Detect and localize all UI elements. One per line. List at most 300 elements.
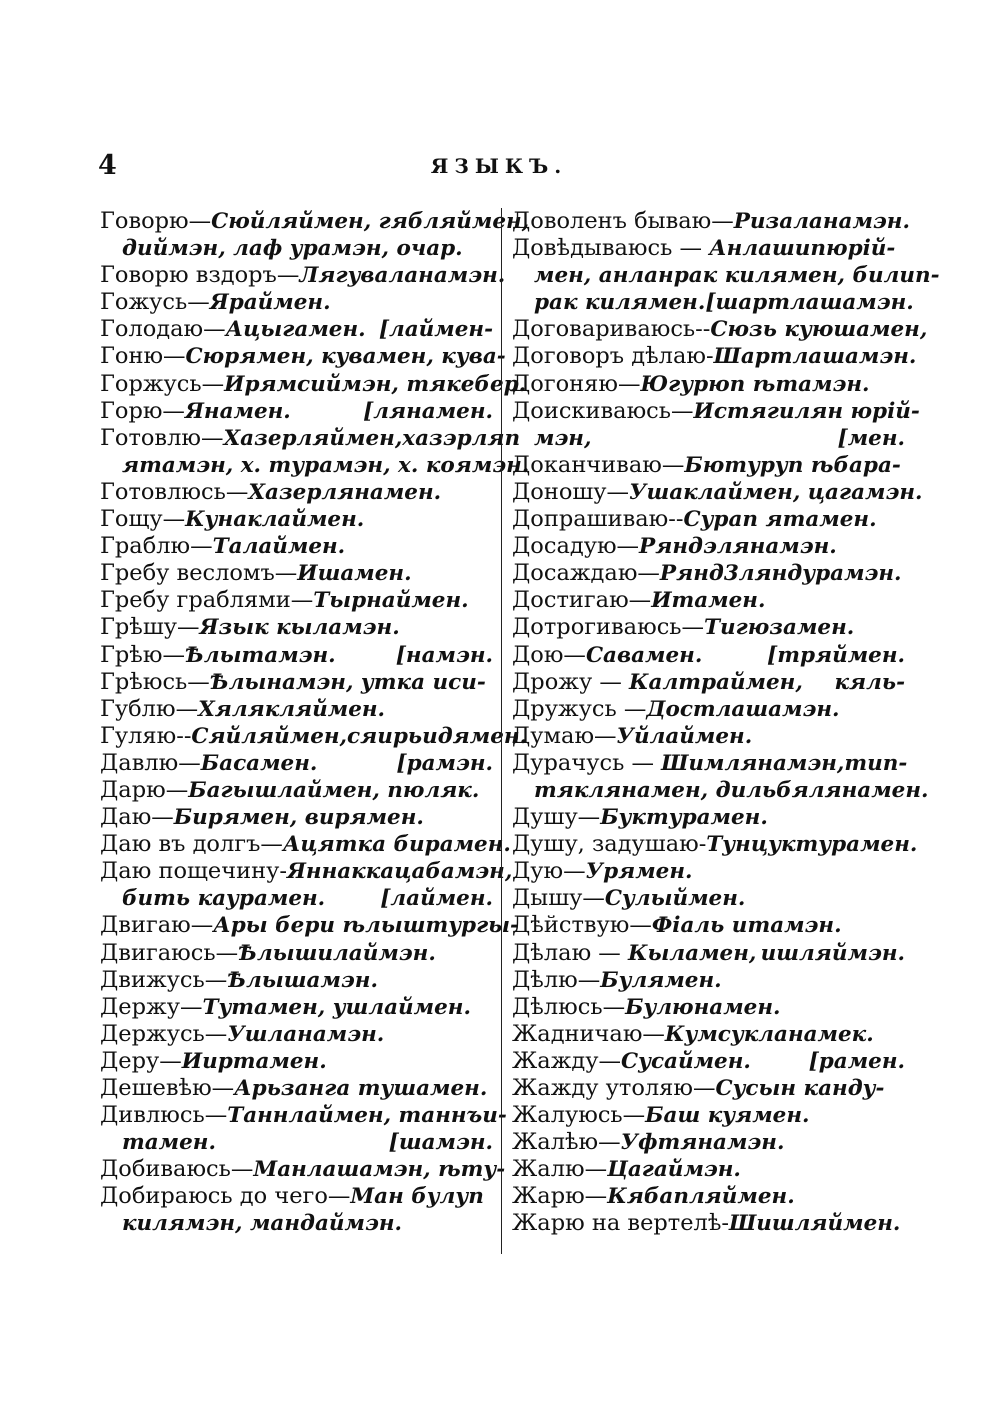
dictionary-line	[512, 560, 905, 587]
line-continuation: [тряймен.	[767, 642, 905, 668]
right-column	[512, 208, 940, 1238]
dictionary-line	[100, 912, 519, 939]
tatar-translation: рак килямен.	[534, 290, 706, 316]
russian-headword: Деру—	[100, 1047, 182, 1074]
russian-headword: Досадую—	[512, 533, 640, 560]
dictionary-line	[100, 424, 521, 452]
line-continuation: [шамэн.	[388, 1130, 493, 1156]
entry-text	[100, 750, 317, 777]
dictionary-line	[512, 235, 905, 262]
entry-text	[100, 1021, 384, 1048]
russian-headword: Думаю—	[512, 722, 617, 749]
entry-text	[100, 479, 441, 506]
tatar-translation: Калтраймен,	[628, 669, 803, 695]
russian-headword: Даю въ долгъ—	[100, 831, 283, 858]
tatar-translation: Югурюп ѣтамэн.	[640, 371, 870, 397]
tatar-translation: диймэн, лаф урамэн, очар.	[122, 236, 463, 262]
tatar-translation: Сусаймен.	[620, 1048, 751, 1074]
tatar-translation: Ярaймен.	[209, 290, 331, 316]
entry-text	[512, 208, 910, 235]
dictionary-line	[100, 560, 493, 587]
tatar-translation: Сусын канду-	[715, 1076, 885, 1101]
russian-headword: Двигаю—	[100, 912, 214, 939]
tatar-translation: Кумсукланамек.	[664, 1021, 874, 1047]
dictionary-line	[100, 479, 493, 506]
russian-headword: Дѣлаю —	[512, 939, 628, 966]
tatar-translation: Яннаккацабамэн,	[286, 859, 513, 885]
dictionary-line	[512, 262, 940, 289]
page-number: 4	[98, 150, 117, 181]
russian-headword: Гожусь—	[100, 289, 210, 316]
entry-text	[100, 642, 336, 669]
dictionary-line	[100, 343, 506, 370]
russian-headword: Грѣюсь—	[100, 668, 210, 695]
left-column	[100, 208, 530, 1238]
entry-text	[100, 316, 366, 343]
russian-headword: Дарю—	[100, 776, 189, 803]
russian-headword: Дружусь —	[512, 695, 647, 722]
russian-headword: Грѣшу—	[100, 614, 200, 641]
russian-headword: Жалуюсь—	[512, 1102, 646, 1129]
russian-headword: Гублю—	[100, 695, 199, 722]
dictionary-line	[100, 506, 493, 533]
dictionary-line	[100, 1075, 493, 1102]
dictionary-line	[100, 777, 493, 804]
russian-headword: Доношу—	[512, 478, 630, 505]
tatar-translation: Урямен.	[585, 859, 693, 885]
dictionary-line	[512, 371, 905, 398]
tatar-translation: Ишамен.	[297, 561, 412, 587]
russian-headword: Гощу—	[100, 506, 186, 533]
dictionary-line	[100, 370, 527, 398]
dictionary-line	[512, 533, 905, 560]
line-continuation: [рамэн.	[396, 750, 493, 776]
entry-text	[100, 1048, 327, 1075]
dictionary-line	[100, 289, 493, 316]
entry-text	[534, 262, 940, 289]
dictionary-line	[512, 1156, 905, 1183]
tatar-translation: мэн,	[534, 425, 592, 451]
tatar-translation: килямэн, мандаймэн.	[122, 1211, 403, 1237]
dictionary-line	[512, 885, 905, 912]
tatar-translation: Лягувалaнамэн.	[299, 263, 506, 289]
tatar-translation: Ѣлынамэн, утка иси-	[209, 669, 486, 695]
tatar-translation: Сюзь куюшамен,	[710, 317, 928, 343]
dictionary-line	[512, 208, 910, 235]
russian-headword: Доканчиваю—	[512, 451, 685, 478]
tatar-translation: Бирямен, вирямен.	[173, 805, 424, 831]
russian-headword: Дивлюсь—	[100, 1102, 228, 1129]
dictionary-line	[512, 587, 905, 614]
russian-headword: Готовлюсь—	[100, 478, 249, 505]
entry-text	[100, 777, 479, 804]
entry-text	[512, 967, 722, 994]
dictionary-line	[512, 642, 905, 669]
russian-headword: Жадничаю—	[512, 1020, 665, 1047]
russian-headword: Держу—	[100, 993, 203, 1020]
dictionary-line	[512, 1183, 905, 1210]
russian-headword: Даю пощечину-	[100, 858, 287, 885]
dictionary-line	[100, 696, 493, 723]
entry-text	[512, 940, 756, 967]
entry-text	[512, 1183, 795, 1210]
tatar-translation: Булюнамен.	[625, 994, 781, 1020]
entry-text	[512, 587, 765, 614]
russian-headword: Дурачусь —	[512, 749, 662, 776]
dictionary-line	[512, 858, 905, 885]
entry-text	[512, 371, 869, 398]
tatar-translation: Рянд3ляндурамэн.	[659, 561, 902, 587]
tatar-translation: Тигюзамен.	[704, 615, 855, 641]
russian-headword: Жарю на вертелѣ-	[512, 1210, 730, 1237]
tatar-translation: Шартлашамэн.	[713, 344, 917, 370]
tatar-translation: Ацыгамен.	[225, 317, 366, 343]
entry-text	[100, 994, 471, 1021]
dictionary-line	[512, 478, 923, 506]
dictionary-line	[100, 994, 493, 1021]
entry-text	[512, 533, 837, 560]
tatar-translation: Фіаль итамэн.	[651, 913, 842, 939]
russian-headword: Жажду—	[512, 1047, 621, 1074]
russian-headword: Граблю—	[100, 533, 213, 560]
russian-headword: Догоняю—	[512, 370, 641, 397]
entry-text	[122, 1210, 402, 1237]
dictionary-line	[100, 398, 493, 425]
entry-text	[512, 750, 844, 777]
tatar-translation: Тунцуктурамен.	[706, 832, 918, 858]
dictionary-line	[512, 1210, 905, 1237]
russian-headword: Дешевѣю—	[100, 1075, 235, 1101]
russian-headword: Жалю—	[512, 1156, 608, 1183]
entry-text	[100, 696, 385, 723]
tatar-translation: Ацятка бирамен.	[282, 832, 511, 858]
russian-headword: Гребу весломъ—	[100, 560, 298, 587]
entry-text	[512, 912, 842, 939]
dictionary-line	[100, 1102, 507, 1129]
russian-headword: Добиваюсь—	[100, 1156, 254, 1183]
tatar-translation: Басамен.	[200, 750, 318, 776]
tatar-translation: Талаймен.	[212, 534, 346, 560]
tatar-translation: Тырнаймен.	[313, 588, 469, 614]
russian-headword: Досаждаю—	[512, 560, 660, 587]
dictionary-line	[512, 669, 905, 696]
line-continuation: [лаймен-	[378, 317, 493, 343]
entry-text	[512, 343, 916, 370]
russian-headword: Допрашиваю--	[512, 506, 684, 533]
tatar-translation: Багышлаймен, пюляк.	[188, 777, 480, 803]
tatar-translation: Ѣлышилаймэн.	[238, 940, 436, 966]
tatar-translation: Сюйляймен, гябляймен,	[211, 209, 530, 234]
dictionary-line	[100, 1183, 493, 1210]
dictionary-line	[100, 316, 493, 343]
tatar-translation: Итамен.	[651, 588, 766, 614]
russian-headword: Даю—	[100, 804, 174, 831]
entry-text	[100, 912, 519, 939]
entry-text	[512, 994, 780, 1021]
entry-text	[512, 1156, 741, 1183]
dictionary-line	[512, 1129, 905, 1156]
entry-text	[512, 696, 840, 723]
tatar-translation: Хазерлянамен.	[248, 479, 442, 505]
russian-headword: Готовлю—	[100, 424, 224, 451]
dictionary-line	[512, 506, 905, 533]
tatar-translation: Баш куямен.	[645, 1103, 810, 1129]
entry-text	[100, 804, 424, 831]
tatar-translation: Кыламен,	[627, 940, 757, 966]
tatar-translation: Сюрямен, кувамен, кува-	[185, 344, 506, 370]
tatar-translation: Ѣлышамэн.	[227, 967, 378, 993]
tatar-translation: Кябапляймен.	[607, 1184, 795, 1210]
tatar-translation: Уфтянамэн.	[620, 1130, 785, 1156]
tatar-translation: Ары бери ѣлыштургы-	[213, 913, 519, 939]
russian-headword: Дотрогиваюсь—	[512, 614, 705, 641]
tatar-translation: Уйлаймен.	[616, 723, 753, 749]
dictionary-line	[100, 614, 493, 641]
tatar-translation: Кунаклаймен.	[185, 507, 365, 533]
tatar-translation: Шишляймен.	[729, 1211, 901, 1237]
russian-headword: Говорю вздоръ—	[100, 262, 300, 289]
dictionary-line	[100, 1156, 506, 1183]
russian-headword: Договариваюсь--	[512, 316, 711, 343]
russian-headword: Грѣю—	[100, 641, 185, 668]
entry-text	[534, 777, 929, 804]
dictionary-line	[100, 885, 493, 912]
tatar-translation: Ушаклаймен, цагамэн.	[629, 479, 923, 505]
entry-text	[512, 858, 693, 885]
entry-text	[100, 723, 527, 750]
dictionary-line	[100, 208, 530, 235]
entry-text	[512, 479, 922, 506]
dictionary-line	[100, 967, 493, 994]
dictionary-line	[512, 1021, 905, 1048]
tatar-translation: Ушланамэн.	[227, 1021, 385, 1047]
entry-text	[100, 614, 400, 641]
dictionary-line	[100, 858, 513, 885]
russian-headword: Движусь—	[100, 966, 228, 993]
entry-text	[100, 831, 511, 858]
russian-headword: Гребу граблями—	[100, 587, 314, 614]
entry-text	[534, 425, 591, 452]
entry-text	[512, 804, 768, 831]
dictionary-line	[100, 1210, 493, 1237]
entry-text	[100, 967, 378, 994]
entry-text	[100, 506, 364, 533]
line-continuation: [лянамен.	[363, 398, 493, 424]
entry-text	[100, 343, 506, 370]
tatar-translation: Ѣлытамэн.	[184, 642, 336, 668]
russian-headword: Жалѣю—	[512, 1129, 621, 1156]
entry-text	[122, 1129, 216, 1156]
entry-text	[512, 506, 877, 533]
russian-headword: Двигаюсь—	[100, 939, 239, 966]
entry-text	[100, 1075, 487, 1102]
russian-headword: Дѣлю—	[512, 966, 601, 993]
dictionary-line	[100, 1021, 493, 1048]
entry-text	[512, 669, 803, 696]
dictionary-line	[512, 967, 905, 994]
dictionary-line	[512, 1102, 905, 1129]
tatar-translation: Язык кыламэн.	[199, 615, 400, 641]
dictionary-line	[100, 669, 493, 696]
tatar-translation: Ииртамен.	[181, 1048, 327, 1074]
dictionary-line	[512, 343, 917, 370]
dictionary-line	[100, 722, 528, 750]
dictionary-line	[512, 777, 929, 804]
tatar-translation: Тутамен, ушлаймен.	[202, 994, 471, 1020]
dictionary-line	[512, 804, 905, 831]
line-continuation: ишляймэн.	[760, 940, 905, 966]
tatar-translation: Ирямсиймэн, тякебер.	[224, 371, 527, 397]
russian-headword: Довѣдываюсь —	[512, 235, 710, 262]
entry-text	[512, 642, 702, 669]
tatar-translation: Ризаланамэн.	[733, 209, 910, 234]
tatar-translation: Арьзанга тушамен.	[234, 1076, 488, 1101]
dictionary-line	[512, 912, 905, 939]
russian-headword: Доискиваюсь—	[512, 397, 694, 424]
dictionary-line	[100, 262, 506, 289]
dictionary-line	[512, 289, 914, 316]
dictionary-line	[512, 723, 905, 750]
dictionary-line	[512, 316, 928, 343]
russian-headword: Добираюсь до чего—	[100, 1183, 351, 1210]
tatar-translation: Истягилян юрій-	[693, 398, 920, 424]
russian-headword: Дѣйствую—	[512, 912, 652, 939]
dictionary-line	[512, 452, 905, 479]
entry-text	[512, 885, 745, 912]
russian-headword: Горю—	[100, 397, 185, 424]
dictionary-line	[100, 1129, 493, 1156]
dictionary-line	[100, 452, 530, 479]
tatar-translation: ятамэн, х. турамэн, х. коямэн.	[122, 452, 530, 478]
dictionary-line	[512, 425, 905, 452]
entry-text	[122, 885, 325, 912]
tatar-translation: Хазерляймен,хазэрляп	[223, 425, 521, 451]
entry-text	[100, 940, 436, 967]
entry-text	[512, 316, 927, 343]
dictionary-line	[100, 750, 493, 777]
russian-headword: Гуляю--	[100, 722, 192, 749]
entry-text	[100, 587, 469, 614]
line-continuation: [мен.	[837, 425, 905, 451]
russian-headword: Дышу—	[512, 885, 605, 912]
russian-headword: Голодаю—	[100, 316, 226, 343]
entry-text	[512, 452, 901, 479]
tatar-translation: Буктурамен.	[600, 805, 768, 831]
tatar-translation: Савамен.	[585, 642, 703, 668]
russian-headword: Душу—	[512, 804, 601, 831]
tatar-translation: Булямен.	[600, 967, 722, 993]
tatar-translation: Таннлаймен, таннъи-	[227, 1103, 507, 1129]
tatar-translation: Бютуруп ѣбара-	[684, 452, 901, 478]
entry-text	[100, 398, 291, 425]
entry-text	[122, 235, 463, 262]
russian-headword: Дѣлюсь—	[512, 993, 626, 1020]
dictionary-line	[512, 696, 905, 723]
entry-text	[100, 1183, 484, 1210]
entry-text	[512, 1021, 874, 1048]
russian-headword: Дую—	[512, 858, 586, 885]
entry-text	[100, 1156, 505, 1183]
entry-text	[100, 371, 526, 398]
russian-headword: Доволенъ бываю—	[512, 208, 734, 234]
entry-text	[512, 1102, 810, 1129]
column-divider	[501, 208, 502, 1254]
entry-text	[512, 560, 902, 587]
dictionary-line	[100, 804, 493, 831]
tatar-translation: Манлашамэн, ѣту-	[253, 1157, 506, 1183]
entry-text	[512, 1075, 884, 1102]
entry-text	[512, 614, 854, 641]
tatar-translation: Сулыймен.	[604, 886, 746, 912]
entry-text	[100, 208, 529, 235]
entry-text	[100, 669, 486, 696]
entry-text	[512, 398, 920, 425]
dictionary-line	[512, 614, 905, 641]
tatar-translation: бить каурамен.	[122, 886, 326, 912]
dictionary-line	[512, 994, 905, 1021]
russian-headword: Жарю—	[512, 1183, 608, 1210]
tatar-translation: Ман булуп	[350, 1184, 484, 1210]
line-continuation: тип-	[844, 750, 908, 776]
page-header	[98, 150, 900, 190]
line-continuation: кяль-	[834, 669, 905, 695]
line-continuation: [намэн.	[395, 642, 493, 668]
tatar-translation: Сурап ятамен.	[683, 507, 877, 533]
russian-headword: Душу, задушаю-	[512, 831, 707, 858]
entry-text	[512, 1048, 751, 1075]
tatar-translation: мен, анланрак килямен, билип-	[534, 263, 940, 289]
russian-headword: Горжусь—	[100, 370, 225, 397]
tatar-translation: Шимлянамэн,	[661, 750, 845, 776]
entry-text	[122, 452, 529, 479]
entry-text	[512, 235, 895, 262]
dictionary-line	[512, 749, 908, 777]
tatar-translation: тамен.	[122, 1130, 216, 1156]
dictionary-line	[100, 1048, 493, 1075]
entry-text	[100, 262, 505, 289]
tatar-translation: Сяйляймен,сяирьидямен.	[191, 723, 528, 749]
dictionary-line	[512, 940, 905, 967]
dictionary-line	[100, 533, 493, 560]
dictionary-line	[100, 587, 493, 614]
russian-headword: Достигаю—	[512, 587, 652, 614]
dictionary-line	[512, 1048, 905, 1075]
entry-text	[534, 289, 705, 316]
dictionary-line	[512, 397, 920, 425]
entry-text	[100, 1102, 507, 1129]
russian-headword: Дрожу —	[512, 668, 629, 695]
tatar-translation: Цагаймэн.	[607, 1157, 741, 1183]
dictionary-line	[100, 235, 493, 262]
line-continuation: [шартлашамэн.	[705, 290, 914, 316]
russian-headword: Договоръ дѣлаю-	[512, 343, 714, 370]
dictionary-line	[100, 940, 493, 967]
dictionary-line	[512, 1075, 905, 1102]
russian-headword: Говорю—	[100, 208, 212, 234]
entry-text	[100, 289, 331, 316]
entry-text	[100, 533, 345, 560]
entry-text	[512, 831, 917, 858]
entry-text	[512, 1210, 900, 1237]
line-continuation: [лаймен.	[380, 886, 493, 912]
russian-headword: Давлю—	[100, 749, 201, 776]
running-title: ЯЗЫКЪ.	[430, 154, 568, 178]
entry-text	[100, 425, 520, 452]
entry-text	[100, 858, 512, 885]
russian-headword: Жажду утоляю—	[512, 1075, 716, 1101]
entry-text	[512, 723, 752, 750]
entry-text	[512, 1129, 784, 1156]
